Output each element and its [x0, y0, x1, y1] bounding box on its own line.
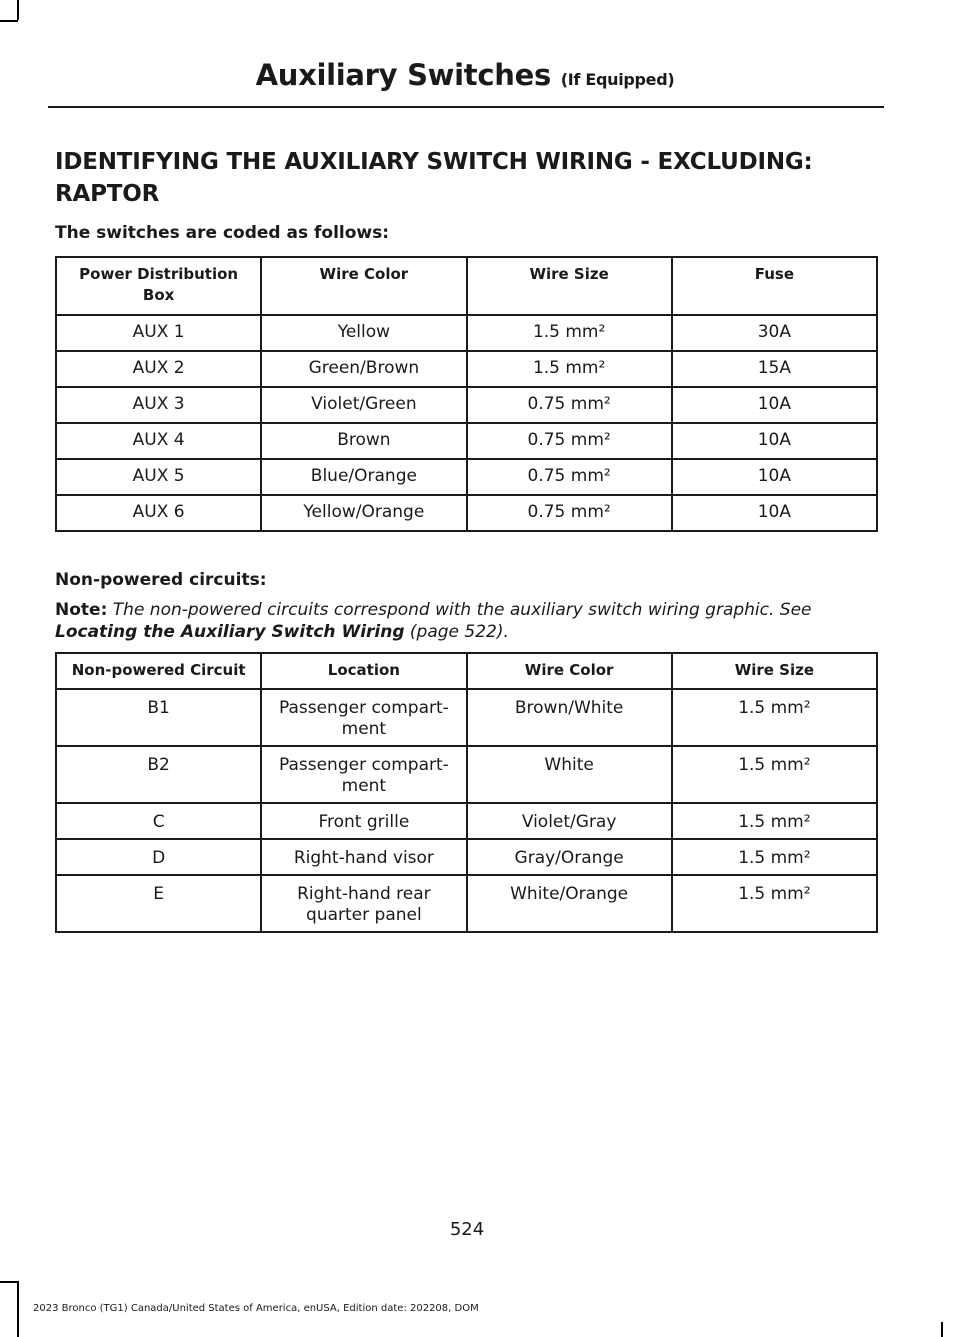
table-cell: 1.5 mm² [672, 875, 877, 932]
crop-mark [0, 20, 18, 22]
table-row [56, 351, 877, 387]
note-paragraph [55, 599, 875, 643]
switch-coding-table [55, 256, 878, 532]
column-header: Wire Color [467, 653, 672, 689]
table-header-row [56, 257, 877, 315]
table-cell: 1.5 mm² [467, 315, 672, 351]
table-cell: 1.5 mm² [672, 689, 877, 746]
column-header: Wire Size [467, 257, 672, 315]
table-cell: Brown/White [467, 689, 672, 746]
table-cell: 1.5 mm² [672, 746, 877, 803]
edition-footer: 2023 Bronco (TG1) Canada/United States of America, enUSA, Edition date: 202208, DOM [33, 1303, 479, 1314]
crop-mark [17, 0, 19, 20]
table-row [56, 746, 877, 803]
page-header [0, 58, 930, 92]
table-row [56, 459, 877, 495]
column-header: Location [261, 653, 466, 689]
table-row [56, 495, 877, 531]
table-cell: 0.75 mm² [467, 459, 672, 495]
cross-reference-link[interactable]: Locating the Auxiliary Switch Wiring [55, 622, 405, 642]
table-cell: 0.75 mm² [467, 387, 672, 423]
table-cell: Gray/Orange [467, 839, 672, 875]
table-cell: Right-hand rear quarter panel [261, 875, 466, 932]
section-heading: IDENTIFYING THE AUXILIARY SWITCH WIRING - EXCLUDING: RAPTOR [55, 149, 813, 207]
table-cell: 1.5 mm² [672, 803, 877, 839]
note-label: Note: [55, 600, 108, 620]
table-cell: Yellow [261, 315, 466, 351]
table-cell: Passenger compart-ment [261, 746, 466, 803]
table-cell: 10A [672, 495, 877, 531]
crop-mark [941, 1322, 943, 1337]
table-cell: Front grille [261, 803, 466, 839]
table-cell: Right-hand visor [261, 839, 466, 875]
table-cell: 30A [672, 315, 877, 351]
column-header: Non-powered Circuit [56, 653, 261, 689]
table-row [56, 803, 877, 839]
header-title: Auxiliary Switches [255, 58, 551, 92]
table-cell: AUX 6 [56, 495, 261, 531]
crop-mark [17, 1281, 19, 1337]
table-cell: 0.75 mm² [467, 423, 672, 459]
column-header: Fuse [672, 257, 877, 315]
table-cell: 1.5 mm² [467, 351, 672, 387]
page-number: 524 [449, 1219, 485, 1240]
table-cell: Violet/Gray [467, 803, 672, 839]
non-powered-subheading: Non-powered circuits: [55, 570, 267, 590]
table-cell: C [56, 803, 261, 839]
table-cell: Green/Brown [261, 351, 466, 387]
column-header: Wire Color [261, 257, 466, 315]
table-cell: AUX 5 [56, 459, 261, 495]
table-cell: AUX 3 [56, 387, 261, 423]
column-header: Wire Size [672, 653, 877, 689]
table-row [56, 875, 877, 932]
table-cell: 15A [672, 351, 877, 387]
non-powered-circuit-table [55, 652, 878, 933]
table-cell: 10A [672, 459, 877, 495]
intro-text: The switches are coded as follows: [55, 223, 390, 243]
table-cell: White [467, 746, 672, 803]
table-cell: E [56, 875, 261, 932]
table-cell: D [56, 839, 261, 875]
table-cell: B1 [56, 689, 261, 746]
table-cell: B2 [56, 746, 261, 803]
table-row [56, 689, 877, 746]
table-cell: 1.5 mm² [672, 839, 877, 875]
table-row [56, 315, 877, 351]
header-divider [48, 106, 884, 108]
table-cell: White/Orange [467, 875, 672, 932]
table-cell: AUX 4 [56, 423, 261, 459]
table-cell: 10A [672, 423, 877, 459]
table-cell: Brown [261, 423, 466, 459]
table-cell: Violet/Green [261, 387, 466, 423]
table-row [56, 839, 877, 875]
table-row [56, 387, 877, 423]
note-text: The non-powered circuits correspond with the auxiliary switch wiring graphic. See [112, 600, 812, 620]
page-reference: (page 522). [409, 622, 509, 642]
table-cell: Yellow/Orange [261, 495, 466, 531]
table-cell: Blue/Orange [261, 459, 466, 495]
table-cell: 0.75 mm² [467, 495, 672, 531]
crop-mark [0, 1281, 18, 1283]
table-cell: 10A [672, 387, 877, 423]
header-subtitle: (If Equipped) [560, 70, 675, 89]
table-cell: AUX 1 [56, 315, 261, 351]
table-cell: Passenger compart-ment [261, 689, 466, 746]
table-row [56, 423, 877, 459]
column-header: Power Distribution Box [56, 257, 261, 315]
table-header-row [56, 653, 877, 689]
table-cell: AUX 2 [56, 351, 261, 387]
